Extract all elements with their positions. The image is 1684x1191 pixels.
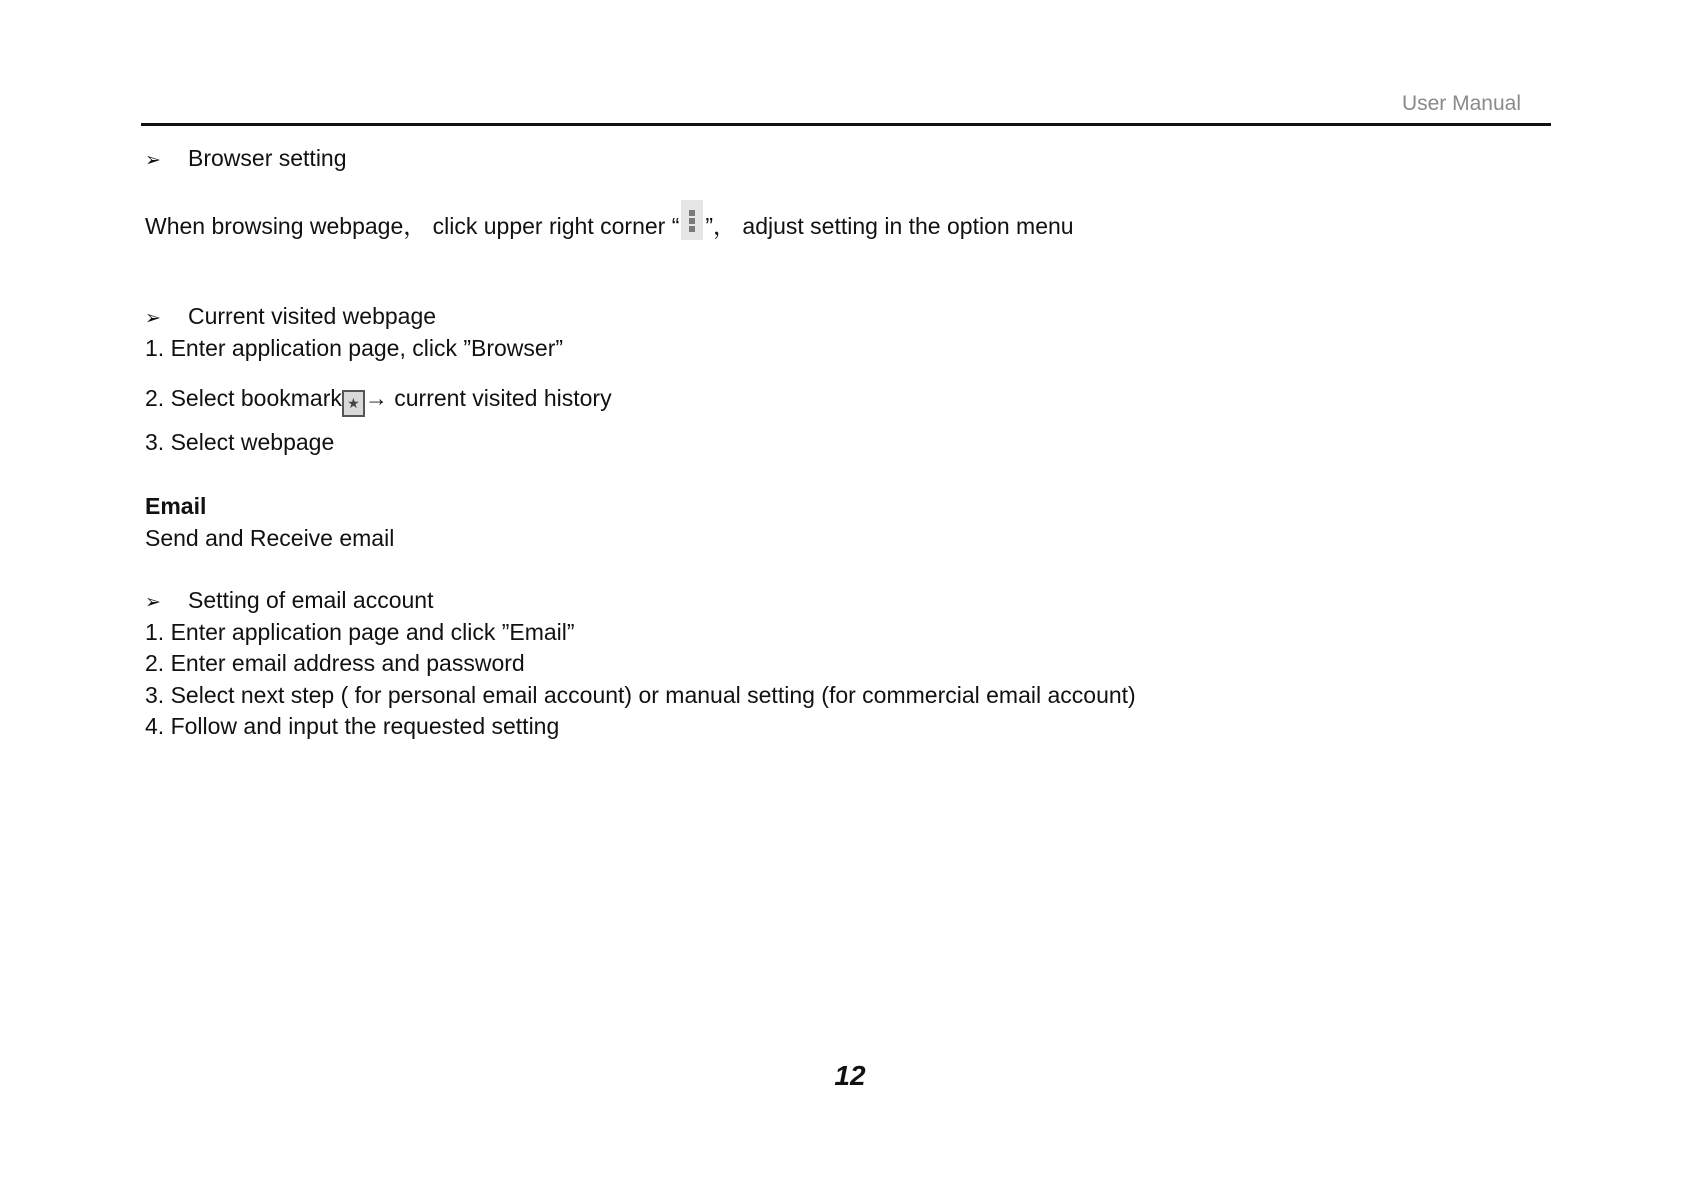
arrow-bullet-icon: ➢	[145, 308, 161, 329]
email-step-3: 3. Select next step ( for personal email account) or manual setting (for commercial email account)	[145, 682, 1136, 708]
email-step-1: 1. Enter application page and click ”Email”	[145, 619, 575, 645]
header-title: User Manual	[1401, 92, 1521, 115]
email-title: Email	[145, 493, 207, 519]
visited-step-2	[145, 384, 612, 417]
arrow-bullet-icon: ➢	[145, 150, 161, 171]
email-step-2: 2. Enter email address and password	[145, 650, 525, 676]
visited-heading: Current visited webpage	[188, 303, 437, 329]
browser-setting-heading-row	[145, 144, 347, 175]
browser-setting-text-before: When browsing webpage， click upper right corner “	[145, 213, 680, 239]
visited-step-2-after: → current visited history	[364, 385, 612, 411]
browser-setting-instruction	[145, 200, 1074, 240]
bookmark-icon: ★	[342, 390, 365, 417]
email-subtitle: Send and Receive email	[145, 525, 395, 551]
visited-heading-row	[145, 302, 436, 333]
email-step-4: 4. Follow and input the requested setting	[145, 713, 560, 739]
arrow-bullet-icon: ➢	[145, 592, 161, 613]
page-number: 12	[834, 1060, 866, 1091]
browser-setting-text-after: ”， adjust setting in the option menu	[705, 213, 1074, 239]
browser-setting-heading: Browser setting	[188, 145, 347, 171]
header-divider	[141, 123, 1551, 126]
menu-dots-icon	[681, 200, 703, 240]
email-account-heading: Setting of email account	[188, 587, 434, 613]
email-account-heading-row	[145, 586, 433, 617]
visited-step-1: 1. Enter application page, click ”Browser”	[145, 335, 564, 361]
visited-step-2-before: 2. Select bookmark	[145, 385, 342, 411]
visited-step-3: 3. Select webpage	[145, 429, 335, 455]
